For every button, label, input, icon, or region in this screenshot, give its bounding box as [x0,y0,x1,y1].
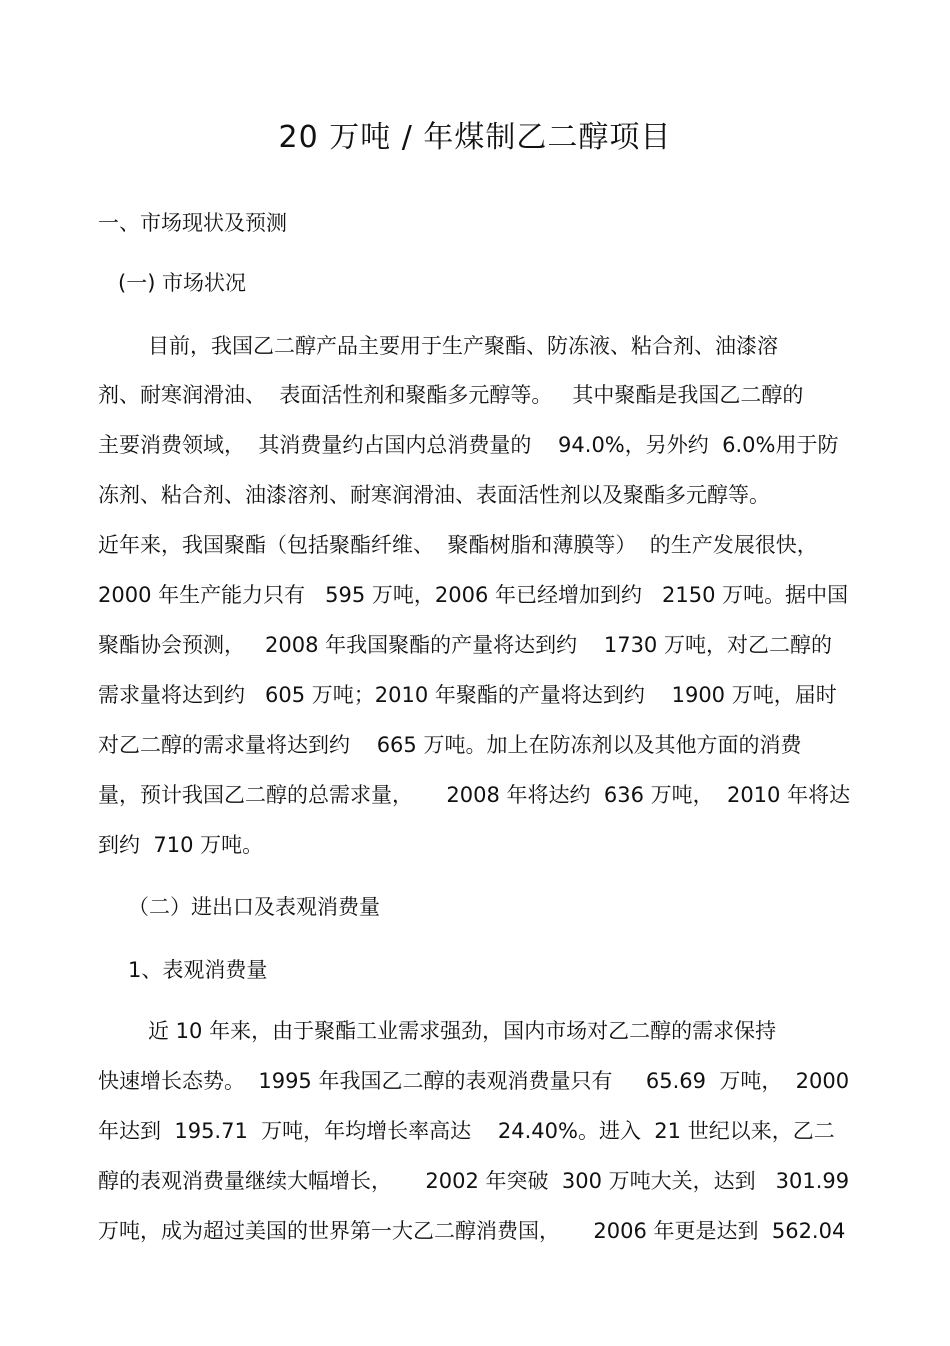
subsection-heading-import-export: （二）进出口及表观消费量 [128,895,380,919]
paragraph-line: 对乙二醇的需求量将达到约 665 万吨。加上在防冻剂以及其他方面的消费 [98,733,802,757]
document-title: 20 万吨 / 年煤制乙二醇项目 [278,120,672,155]
item-heading-apparent-consumption: 1、表观消费量 [128,958,268,982]
paragraph-line: 聚酯协会预测， 2008 年我国聚酯的产量将达到约 1730 万吨，对乙二醇的 [98,633,832,657]
paragraph-line: 近 10 年来，由于聚酯工业需求强劲，国内市场对乙二醇的需求保持 [148,1019,777,1043]
paragraph-line: 需求量将达到约 605 万吨；2010 年聚酯的产量将达到约 1900 万吨，届时 [98,683,837,707]
paragraph-line: 主要消费领域， 其消费量约占国内总消费量的 94.0%，另外约 6.0%用于防 [98,433,839,457]
paragraph-line: 年达到 195.71 万吨，年均增长率高达 24.40%。进入 21 世纪以来，乙二 [98,1119,835,1143]
paragraph-line: 目前，我国乙二醇产品主要用于生产聚酯、防冻液、粘合剂、油漆溶 [148,334,778,358]
paragraph-line: 万吨，成为超过美国的世界第一大乙二醇消费国， 2006 年更是达到 562.04 [98,1219,846,1243]
paragraph-line: 剂、耐寒润滑油、 表面活性剂和聚酯多元醇等。 其中聚酯是我国乙二醇的 [98,383,804,407]
paragraph-line: 醇的表观消费量继续大幅增长， 2002 年突破 300 万吨大关，达到 301.99 [98,1169,850,1193]
paragraph-line: 冻剂、粘合剂、油漆溶剂、耐寒润滑油、表面活性剂以及聚酯多元醇等。 [98,483,770,507]
paragraph-line: 2000 年生产能力只有 595 万吨，2006 年已经增加到约 2150 万吨。据中国 [98,583,849,607]
paragraph-line: 快速增长态势。 1995 年我国乙二醇的表观消费量只有 65.69 万吨， 2000 [98,1069,850,1093]
paragraph-line: 量，预计我国乙二醇的总需求量， 2008 年将达约 636 万吨， 2010 年将达 [98,783,851,807]
paragraph-line: 到约 710 万吨。 [98,833,264,857]
paragraph-line: 近年来，我国聚酯（包括聚酯纤维、 聚酯树脂和薄膜等） 的生产发展很快， [98,533,818,557]
subsection-heading-market-status: (一) 市场状况 [118,271,247,295]
section-heading-market: 一、市场现状及预测 [98,211,287,235]
